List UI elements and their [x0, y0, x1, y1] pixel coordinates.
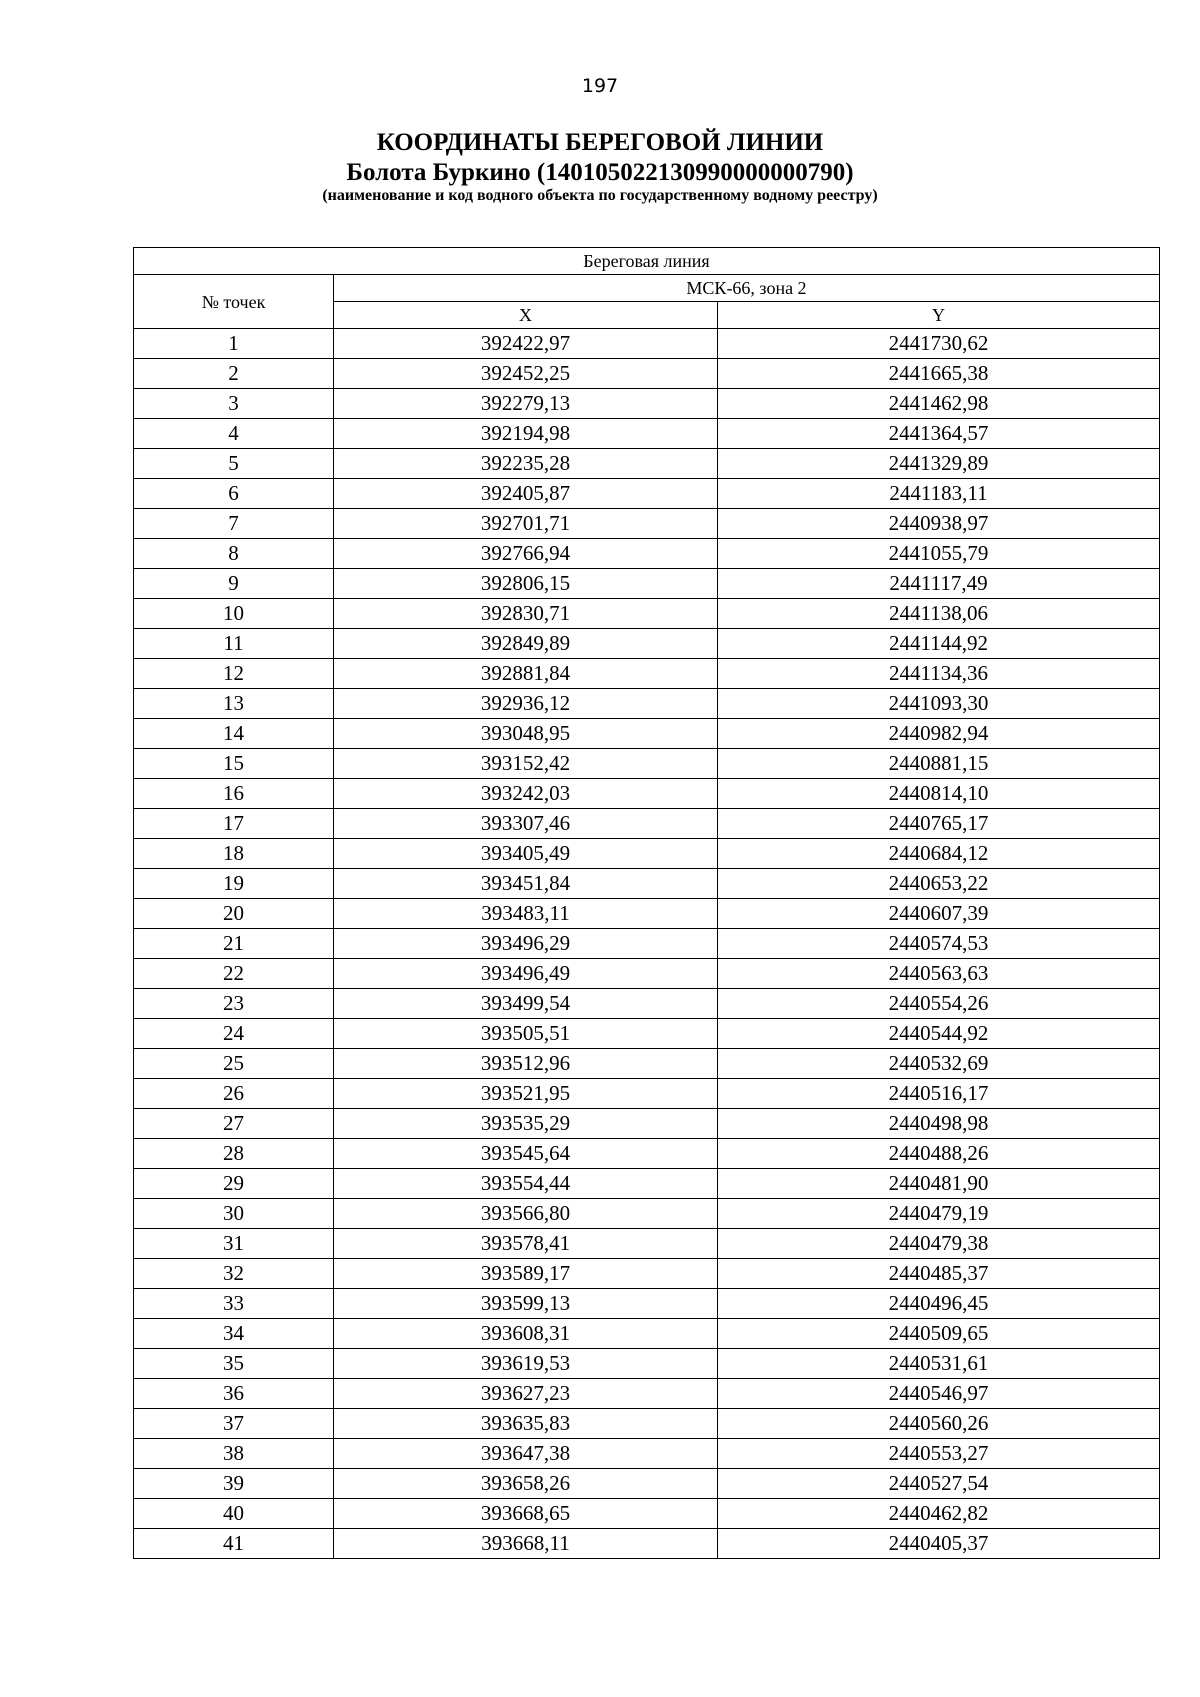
header-shoreline: Береговая линия: [134, 248, 1160, 275]
cell-y: 2440563,63: [718, 959, 1160, 989]
cell-y: 2440653,22: [718, 869, 1160, 899]
cell-point-number: 35: [134, 1349, 334, 1379]
table-row: [134, 629, 1160, 659]
table-row: [134, 1229, 1160, 1259]
cell-point-number: 36: [134, 1379, 334, 1409]
table-row: [134, 599, 1160, 629]
table-row: [134, 1289, 1160, 1319]
cell-x: 393647,38: [334, 1439, 718, 1469]
header-x: X: [334, 302, 718, 329]
table-row: [134, 869, 1160, 899]
cell-x: 393242,03: [334, 779, 718, 809]
table-row: [134, 1019, 1160, 1049]
cell-y: 2440546,97: [718, 1379, 1160, 1409]
cell-point-number: 17: [134, 809, 334, 839]
cell-x: 393589,17: [334, 1259, 718, 1289]
cell-point-number: 11: [134, 629, 334, 659]
header-y: Y: [718, 302, 1160, 329]
table-row: [134, 989, 1160, 1019]
table-row: [134, 1049, 1160, 1079]
table-row: [134, 749, 1160, 779]
cell-y: 2441462,98: [718, 389, 1160, 419]
cell-x: 393535,29: [334, 1109, 718, 1139]
cell-point-number: 30: [134, 1199, 334, 1229]
cell-y: 2440479,38: [718, 1229, 1160, 1259]
cell-point-number: 26: [134, 1079, 334, 1109]
cell-y: 2440554,26: [718, 989, 1160, 1019]
cell-y: 2440488,26: [718, 1139, 1160, 1169]
water-body-name: Болота Буркино (140105022130990000000790): [346, 159, 854, 186]
table-row: [134, 1319, 1160, 1349]
cell-x: 392701,71: [334, 509, 718, 539]
cell-x: 393521,95: [334, 1079, 718, 1109]
cell-x: 393496,49: [334, 959, 718, 989]
cell-point-number: 19: [134, 869, 334, 899]
cell-y: 2440684,12: [718, 839, 1160, 869]
cell-x: 393658,26: [334, 1469, 718, 1499]
cell-x: 392806,15: [334, 569, 718, 599]
table-row: [134, 539, 1160, 569]
cell-point-number: 27: [134, 1109, 334, 1139]
table-row: [134, 359, 1160, 389]
cell-y: 2440938,97: [718, 509, 1160, 539]
table-row: [134, 1469, 1160, 1499]
table-row: [134, 809, 1160, 839]
cell-point-number: 13: [134, 689, 334, 719]
cell-y: 2440527,54: [718, 1469, 1160, 1499]
cell-x: 392194,98: [334, 419, 718, 449]
cell-x: 393499,54: [334, 989, 718, 1019]
cell-point-number: 25: [134, 1049, 334, 1079]
cell-point-number: 29: [134, 1169, 334, 1199]
header-coordinate-system: МСК-66, зона 2: [334, 275, 1160, 302]
table-row: [134, 689, 1160, 719]
cell-x: 393307,46: [334, 809, 718, 839]
table-row: [134, 1139, 1160, 1169]
cell-y: 2440765,17: [718, 809, 1160, 839]
cell-point-number: 40: [134, 1499, 334, 1529]
cell-point-number: 33: [134, 1289, 334, 1319]
cell-x: 393405,49: [334, 839, 718, 869]
cell-y: 2440607,39: [718, 899, 1160, 929]
cell-x: 393566,80: [334, 1199, 718, 1229]
cell-point-number: 28: [134, 1139, 334, 1169]
cell-point-number: 9: [134, 569, 334, 599]
cell-x: 393512,96: [334, 1049, 718, 1079]
cell-y: 2440481,90: [718, 1169, 1160, 1199]
cell-y: 2440479,19: [718, 1199, 1160, 1229]
cell-point-number: 14: [134, 719, 334, 749]
cell-y: 2440560,26: [718, 1409, 1160, 1439]
cell-point-number: 1: [134, 329, 334, 359]
cell-point-number: 38: [134, 1439, 334, 1469]
cell-x: 393578,41: [334, 1229, 718, 1259]
cell-x: 392422,97: [334, 329, 718, 359]
table-row: [134, 1079, 1160, 1109]
cell-point-number: 6: [134, 479, 334, 509]
cell-x: 392452,25: [334, 359, 718, 389]
title-note: (наименование и код водного объекта по государственному водному реестру): [322, 187, 878, 204]
cell-x: 393635,83: [334, 1409, 718, 1439]
cell-x: 393668,65: [334, 1499, 718, 1529]
cell-point-number: 37: [134, 1409, 334, 1439]
table-row: [134, 1109, 1160, 1139]
table-row: [134, 1379, 1160, 1409]
cell-y: 2440516,17: [718, 1079, 1160, 1109]
table-row: [134, 779, 1160, 809]
table-row: [134, 389, 1160, 419]
cell-y: 2440532,69: [718, 1049, 1160, 1079]
cell-y: 2441665,38: [718, 359, 1160, 389]
coordinates-table: [133, 247, 1160, 1559]
cell-x: 392235,28: [334, 449, 718, 479]
cell-point-number: 10: [134, 599, 334, 629]
cell-x: 393554,44: [334, 1169, 718, 1199]
cell-y: 2441055,79: [718, 539, 1160, 569]
cell-x: 393545,64: [334, 1139, 718, 1169]
table-row: [134, 419, 1160, 449]
cell-point-number: 41: [134, 1529, 334, 1559]
cell-y: 2440462,82: [718, 1499, 1160, 1529]
table-header: [134, 248, 1160, 329]
table-row: [134, 479, 1160, 509]
cell-x: 393505,51: [334, 1019, 718, 1049]
cell-point-number: 3: [134, 389, 334, 419]
document-title: КООРДИНАТЫ БЕРЕГОВОЙ ЛИНИИ: [376, 129, 824, 156]
table-row: [134, 1499, 1160, 1529]
cell-y: 2441329,89: [718, 449, 1160, 479]
cell-y: 2440405,37: [718, 1529, 1160, 1559]
cell-y: 2441730,62: [718, 329, 1160, 359]
table-row: [134, 959, 1160, 989]
cell-point-number: 21: [134, 929, 334, 959]
table-row: [134, 929, 1160, 959]
cell-point-number: 8: [134, 539, 334, 569]
cell-point-number: 15: [134, 749, 334, 779]
cell-point-number: 24: [134, 1019, 334, 1049]
header-point-number: № точек: [134, 275, 334, 329]
table-row: [134, 1349, 1160, 1379]
cell-x: 393496,29: [334, 929, 718, 959]
cell-y: 2440498,98: [718, 1109, 1160, 1139]
cell-x: 392881,84: [334, 659, 718, 689]
cell-x: 393608,31: [334, 1319, 718, 1349]
table-row: [134, 899, 1160, 929]
table-row: [134, 1199, 1160, 1229]
cell-y: 2440814,10: [718, 779, 1160, 809]
cell-point-number: 18: [134, 839, 334, 869]
table-body: [134, 329, 1160, 1559]
cell-y: 2440531,61: [718, 1349, 1160, 1379]
table-row: [134, 1529, 1160, 1559]
cell-x: 393619,53: [334, 1349, 718, 1379]
cell-y: 2441364,57: [718, 419, 1160, 449]
cell-x: 392405,87: [334, 479, 718, 509]
table-row: [134, 1259, 1160, 1289]
cell-point-number: 4: [134, 419, 334, 449]
table-row: [134, 569, 1160, 599]
table-row: [134, 1169, 1160, 1199]
cell-point-number: 22: [134, 959, 334, 989]
cell-point-number: 32: [134, 1259, 334, 1289]
cell-point-number: 7: [134, 509, 334, 539]
table-row: [134, 1409, 1160, 1439]
cell-point-number: 16: [134, 779, 334, 809]
cell-y: 2440496,45: [718, 1289, 1160, 1319]
cell-y: 2440544,92: [718, 1019, 1160, 1049]
cell-point-number: 31: [134, 1229, 334, 1259]
page-number: 197: [581, 75, 619, 97]
cell-y: 2440574,53: [718, 929, 1160, 959]
cell-x: 393483,11: [334, 899, 718, 929]
cell-y: 2440881,15: [718, 749, 1160, 779]
cell-y: 2440509,65: [718, 1319, 1160, 1349]
cell-y: 2441117,49: [718, 569, 1160, 599]
cell-x: 393048,95: [334, 719, 718, 749]
cell-point-number: 2: [134, 359, 334, 389]
table-row: [134, 1439, 1160, 1469]
cell-x: 393668,11: [334, 1529, 718, 1559]
table-row: [134, 509, 1160, 539]
cell-x: 393152,42: [334, 749, 718, 779]
cell-point-number: 23: [134, 989, 334, 1019]
cell-y: 2440982,94: [718, 719, 1160, 749]
cell-x: 393627,23: [334, 1379, 718, 1409]
cell-x: 392279,13: [334, 389, 718, 419]
cell-y: 2440553,27: [718, 1439, 1160, 1469]
cell-y: 2441144,92: [718, 629, 1160, 659]
cell-y: 2441138,06: [718, 599, 1160, 629]
cell-point-number: 34: [134, 1319, 334, 1349]
cell-x: 392766,94: [334, 539, 718, 569]
cell-y: 2441134,36: [718, 659, 1160, 689]
cell-x: 392830,71: [334, 599, 718, 629]
cell-y: 2441093,30: [718, 689, 1160, 719]
table-row: [134, 839, 1160, 869]
cell-x: 392849,89: [334, 629, 718, 659]
cell-y: 2440485,37: [718, 1259, 1160, 1289]
cell-x: 392936,12: [334, 689, 718, 719]
cell-point-number: 39: [134, 1469, 334, 1499]
cell-point-number: 20: [134, 899, 334, 929]
cell-point-number: 12: [134, 659, 334, 689]
table-row: [134, 719, 1160, 749]
table-row: [134, 659, 1160, 689]
table-row: [134, 329, 1160, 359]
cell-x: 393599,13: [334, 1289, 718, 1319]
table-row: [134, 449, 1160, 479]
cell-x: 393451,84: [334, 869, 718, 899]
cell-point-number: 5: [134, 449, 334, 479]
cell-y: 2441183,11: [718, 479, 1160, 509]
